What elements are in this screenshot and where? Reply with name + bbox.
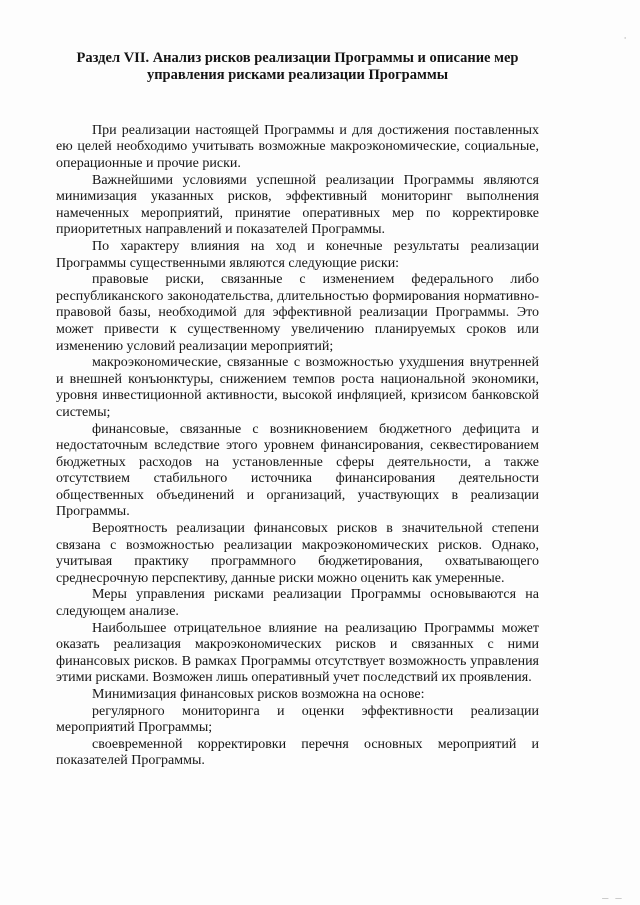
- paragraph-adjustment: своевременной корректировки перечня основных мероприятий и показателей Программы.: [56, 736, 539, 769]
- paragraph-macroeconomic-risks: макроэкономические, связанные с возможностью ухудшения внутренней и внешней конъюнктуры, снижением темпов роста национальной экономики, уровня инвестиционной активности, высокой инфляцией, кризисом банковской системы;: [56, 355, 539, 420]
- paragraph-minimization-intro: Минимизация финансовых рисков возможна на основе:: [92, 687, 425, 702]
- scan-mark-top: ': [624, 36, 626, 44]
- paragraph-risk-management-basis: Меры управления рисками реализации Программы основываются на следующем анализе.: [56, 587, 539, 620]
- paragraph-risk-types-intro: По характеру влияния на ход и конечные результаты реализации Программы существенными являются следующие риски:: [56, 238, 539, 271]
- paragraph-financial-risks: финансовые, связанные с возникновением бюджетного дефицита и недостаточным вследствие этого уровнем финансирования, секвестированием бюджетных расходов на установленные сферы деятельности, а также отсутствием стабильного источника финансирования деятельности общественных объединений и организаций, участвующих в реализации Программы.: [56, 421, 539, 520]
- paragraph-monitoring: регулярного мониторинга и оценки эффективности реализации мероприятий Программы;: [56, 703, 539, 736]
- paragraph-legal-risks: правовые риски, связанные с изменением федерального либо республиканского законодательства, длительностью формирования нормативно-правовой базы, необходимой для эффективной реализации Программы. Это может привести к существенному увеличению планируемых сроков или изменению условий реализации мероприятий;: [56, 272, 539, 354]
- document-body: [56, 50, 539, 770]
- scan-mark-bottom: — —: [601, 894, 624, 902]
- section-title: Раздел VII. Анализ рисков реализации Программы и описание мер управления рисками реализации Программы: [76, 50, 519, 84]
- paragraph-success-conditions: Важнейшими условиями успешной реализации Программы являются минимизация указанных рисков, эффективный мониторинг выполнения намеченных мероприятий, принятие оперативных мер по корректировке приоритетных направлений и показателей Программы.: [56, 172, 539, 238]
- paragraph-risks-intro: При реализации настоящей Программы и для достижения поставленных ею целей необходимо учитывать возможные макроэкономические, социальные, операционные и прочие риски.: [56, 122, 539, 171]
- paragraph-financial-risk-probability: Вероятность реализации финансовых рисков в значительной степени связана с возможностью реализации макроэкономических рисков. Однако, учитывая практику программного бюджетирования, охватывающего среднесрочную перспективу, данные риски можно оценить как умеренные.: [56, 521, 539, 586]
- paragraph-greatest-impact: Наибольшее отрицательное влияние на реализацию Программы может оказать реализация макроэкономических рисков и связанных с ними финансовых рисков. В рамках Программы отсутствует возможность управления этими рисками. Возможен лишь оперативный учет последствий их проявления.: [56, 620, 539, 686]
